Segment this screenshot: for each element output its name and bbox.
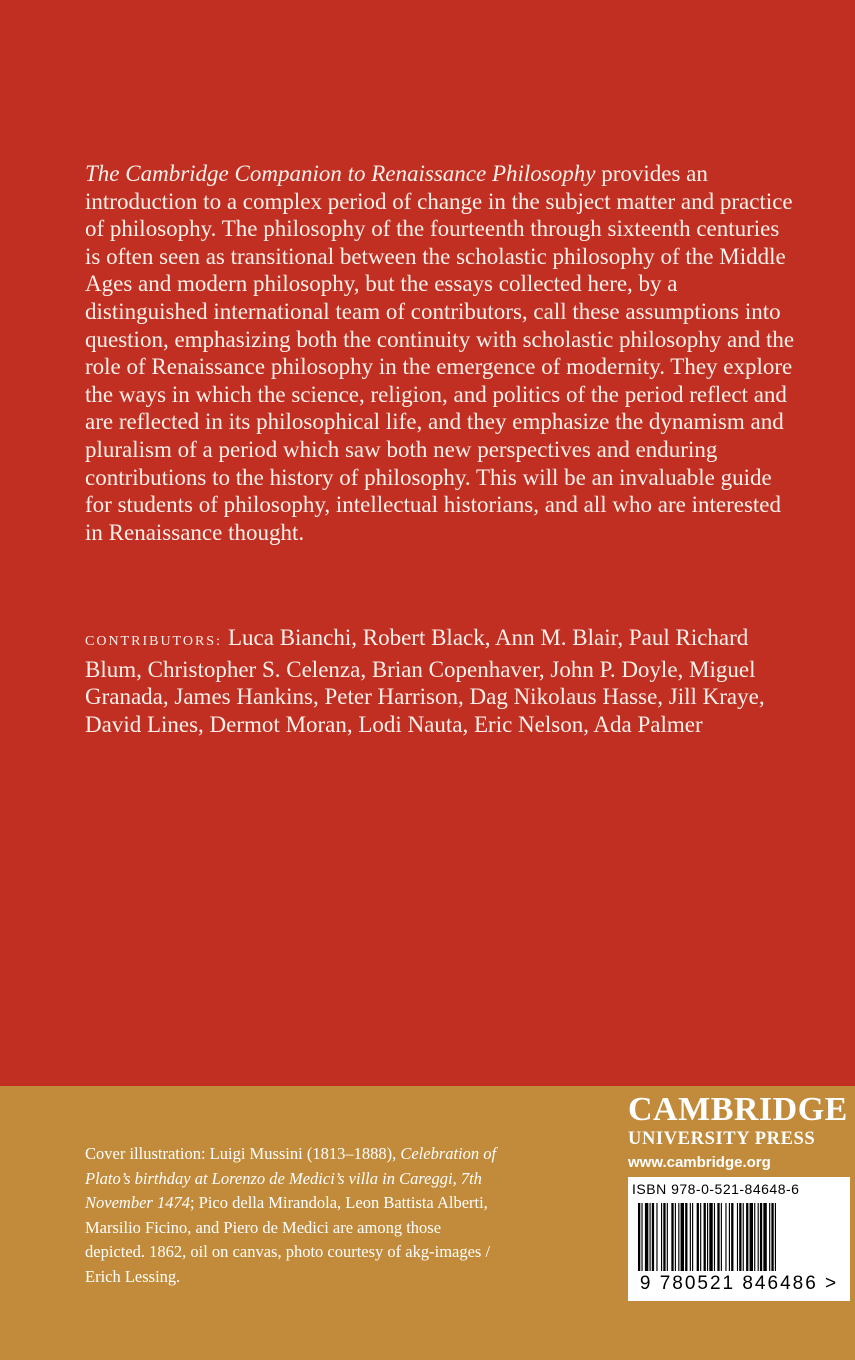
barcode-bar [641, 1203, 642, 1271]
barcode-bar [638, 1203, 640, 1271]
barcode-bar [671, 1203, 673, 1271]
barcode-bar [704, 1203, 706, 1271]
barcode-bar [697, 1203, 699, 1271]
publisher-url: www.cambridge.org [628, 1154, 771, 1171]
barcode-bar [692, 1203, 693, 1271]
barcode-bar [754, 1203, 755, 1271]
publisher-subtitle: UNIVERSITY PRESS [628, 1129, 816, 1149]
barcode-bar [656, 1203, 657, 1271]
book-title: The Cambridge Companion to Renaissance Philosophy [85, 161, 596, 186]
barcode-icon [638, 1203, 840, 1271]
barcode-bar [661, 1203, 662, 1271]
barcode-bar [743, 1203, 744, 1271]
barcode-bar [771, 1203, 773, 1271]
barcode-bar [721, 1203, 722, 1271]
barcode-panel [628, 1177, 850, 1301]
barcode-bar [775, 1203, 776, 1271]
barcode-bar [717, 1203, 719, 1271]
book-description [85, 160, 795, 546]
barcode-bar [681, 1203, 684, 1271]
credit-prefix: Cover illustration: Luigi Mussini (1813–1888), [85, 1144, 397, 1163]
contributors-label: CONTRIBUTORS: [85, 634, 222, 649]
barcode-bar [650, 1203, 651, 1271]
barcode-bar [760, 1203, 762, 1271]
barcode-bar [750, 1203, 753, 1271]
isbn-label: ISBN 978-0-521-84648-6 [632, 1181, 800, 1197]
barcode-bar [729, 1203, 730, 1271]
cover-illustration-credit [85, 1142, 505, 1290]
contributor-names: Luca Bianchi, Robert Black, Ann M. Blair, Paul Richard Blum, Christopher S. Celenza, Brian Copenhaver, John P. Doyle, Miguel Granada, James Hankins, Peter Harrison, Dag Nikolaus Hasse, Jill Kraye, David Lines, Dermot Moran, Lodi Nauta, Eric Nelson, Ada Palmer [85, 625, 765, 737]
barcode-bar [690, 1203, 691, 1271]
painting-title: Celebration of Plato’s birthday at Lorenzo de Medici’s villa in Careggi, 7th November 1474 [85, 1144, 497, 1213]
barcode-bar [737, 1203, 738, 1271]
credit-suffix: ; Pico della Mirandola, Leon Battista Alberti, Marsilio Ficino, and Piero de Medici are among those depicted. 1862, oil on canvas, photo courtesy of akg-images / Erich Lessing. [85, 1193, 491, 1286]
barcode-bar [746, 1203, 748, 1271]
barcode-bar [758, 1203, 759, 1271]
publisher-name: CAMBRIDGE [628, 1091, 848, 1128]
barcode-bar [663, 1203, 665, 1271]
barcode-bar [652, 1203, 654, 1271]
barcode-bar [678, 1203, 679, 1271]
barcode-bar [709, 1203, 712, 1271]
barcode-bar [769, 1203, 770, 1271]
barcode-bar [731, 1203, 733, 1271]
barcode-bar [739, 1203, 741, 1271]
barcode-bar [707, 1203, 708, 1271]
barcode-bar [763, 1203, 766, 1271]
barcode-bar [685, 1203, 687, 1271]
contributors-list [85, 624, 785, 738]
barcode-bar [714, 1203, 715, 1271]
barcode-digits: 9 780521 846486 > [639, 1273, 839, 1294]
barcode-bar [675, 1203, 676, 1271]
barcode-bar [667, 1203, 668, 1271]
barcode-bar [645, 1203, 648, 1271]
barcode-bar [725, 1203, 726, 1271]
description-text: provides an introduction to a complex period of change in the subject matter and practice of philosophy. The philosophy of the fourteenth through sixteenth centuries is often seen as transitional between the scholastic philosophy of the Middle Ages and modern philosophy, but the essays collected here, by a distinguished international team of contributors, call these assumptions into question, emphasizing both the continuity with scholastic philosophy and the role of Renaissance philosophy in the emergence of modernity. They explore the ways in which the science, religion, and politics of the period reflect and are reflected in its philosophical life, and they emphasize the dynamism and pluralism of a period which saw both new perspectives and enduring contributions to the history of philosophy. This will be an invaluable guide for students of philosophy, intellectual historians, and all who are interested in Renaissance thought. [85, 161, 795, 545]
publisher-logo [628, 1092, 850, 1173]
barcode-bar [700, 1203, 701, 1271]
